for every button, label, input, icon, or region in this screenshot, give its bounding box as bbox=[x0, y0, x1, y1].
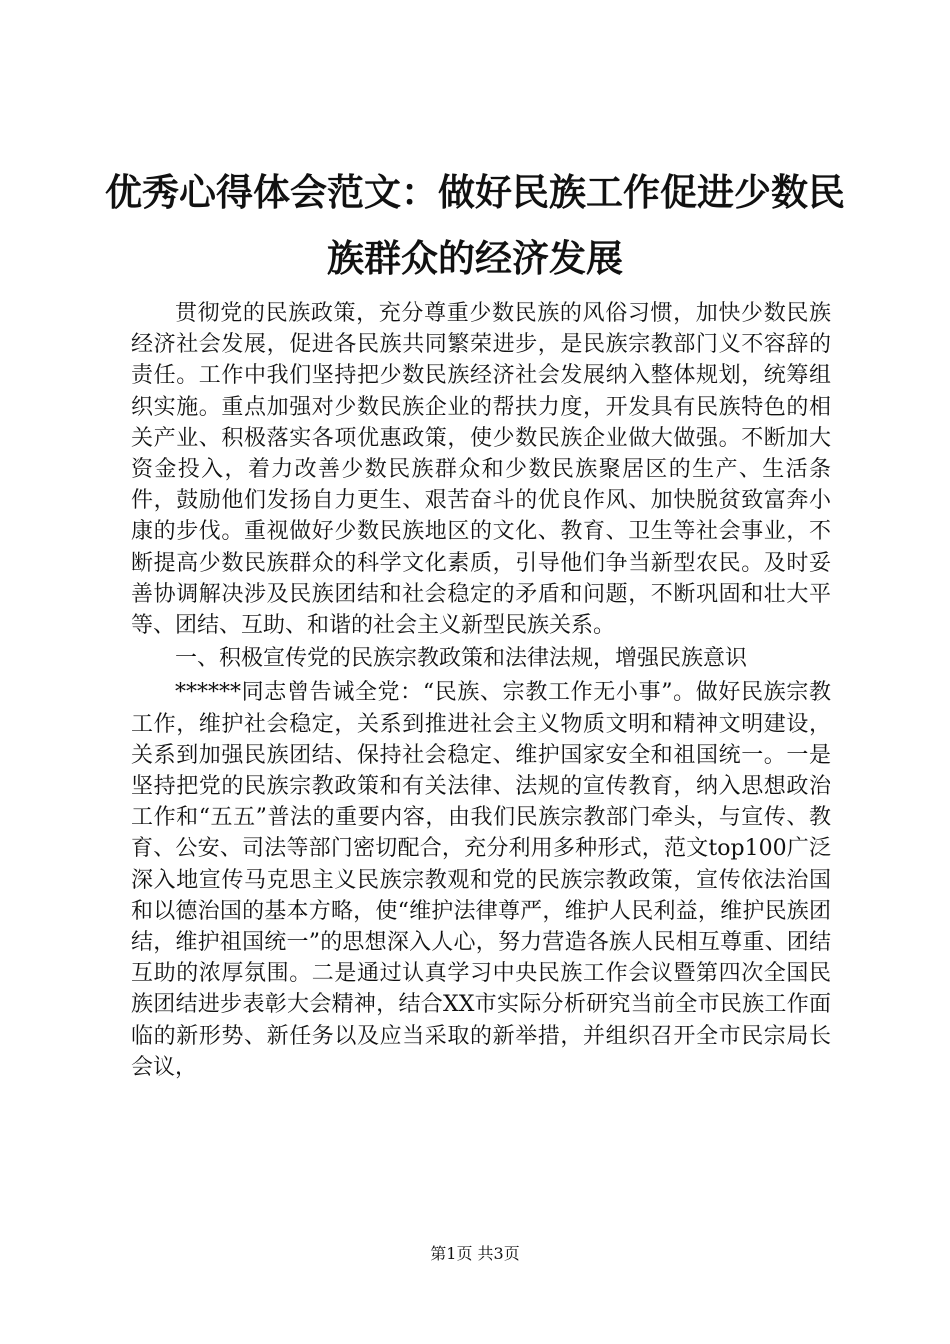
page-footer: 第1页 共3页 bbox=[430, 1244, 520, 1263]
title-line-2: 族群众的经济发展 bbox=[327, 237, 623, 280]
document-title bbox=[100, 160, 850, 292]
title-line-1: 优秀心得体会范文：做好民族工作促进少数民 bbox=[105, 171, 845, 214]
section-heading-1: 一、积极宣传党的民族宗教政策和法律法规，增强民族意识 bbox=[175, 646, 748, 672]
paragraph-section-1: ******同志曾告诫全党：“民族、宗教工作无小事”。做好民族宗教工作，维护社会稳定，关系到推进社会主义物质文明和精神文明建设，关系到加强民族团结、保持社会稳定、维护国家安全和祖国统一。一是坚持把党的民族宗教政策和有关法律、法规的宣传教育，纳入思想政治工作和“五五”普法的重要内容，由我们民族宗教部门牵头，与宣传、教育、公安、司法等部门密切配合，充分利用多种形式，范文top100广泛深入地宣传马克思主义民族宗教观和党的民族宗教政策，宣传依法治国和以德治国的基本方略，使“维护法律尊严，维护人民利益，维护民族团结，维护祖国统一”的思想深入人心，努力营造各族人民相互尊重、团结互助的浓厚氛围。二是通过认真学习中央民族工作会议暨第四次全国民族团结进步表彰大会精神，结合XX市实际分析研究当前全市民族工作面临的新形势、新任务以及应当采取的新举措，并组织召开全市民宗局长会议， bbox=[131, 680, 831, 1080]
paragraph-intro: 贯彻党的民族政策，充分尊重少数民族的风俗习惯，加快少数民族经济社会发展，促进各民族共同繁荣进步，是民族宗教部门义不容辞的责任。工作中我们坚持把少数民族经济社会发展纳入整体规划，统筹组织实施。重点加强对少数民族企业的帮扶力度，开发具有民族特色的相关产业、积极落实各项优惠政策，使少数民族企业做大做强。不断加大资金投入，着力改善少数民族群众和少数民族聚居区的生产、生活条件，鼓励他们发扬自力更生、艰苦奋斗的优良作风、加快脱贫致富奔小康的步伐。重视做好少数民族地区的文化、教育、卫生等社会事业，不断提高少数民族群众的科学文化素质，引导他们争当新型农民。及时妥善协调解决涉及民族团结和社会稳定的矛盾和问题，不断巩固和壮大平等、团结、互助、和谐的社会主义新型民族关系。 bbox=[131, 301, 831, 639]
document-body bbox=[131, 298, 831, 1083]
